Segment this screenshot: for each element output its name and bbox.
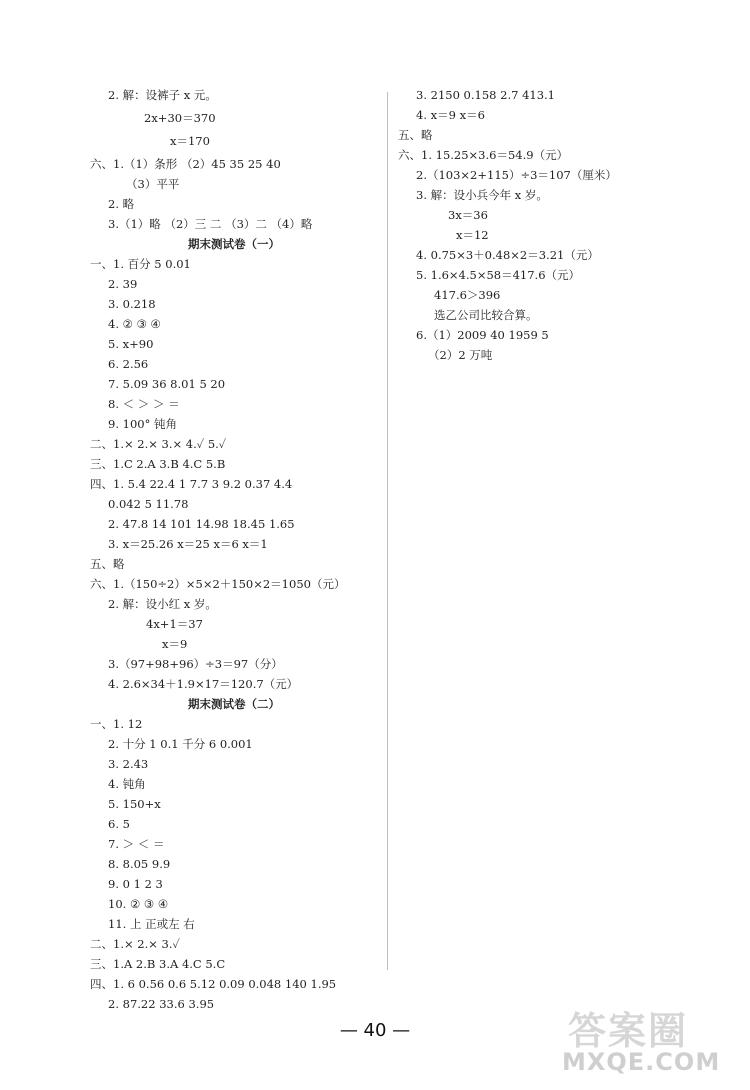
- page-number: — 40 —: [339, 1020, 411, 1041]
- answer-line: 2. 略: [108, 197, 135, 211]
- answer-line: 三、1.A 2.B 3.A 4.C 5.C: [90, 957, 226, 971]
- answer-line: 6.（1）2009 40 1959 5: [416, 328, 549, 342]
- answer-line: 四、1. 6 0.56 0.6 5.12 0.09 0.048 140 1.95: [90, 977, 337, 991]
- answer-line: x＝170: [170, 134, 210, 148]
- answer-line: 9. 0 1 2 3: [108, 877, 163, 891]
- answer-line: 4. x＝9 x＝6: [416, 108, 485, 122]
- answer-line: 7. 5.09 36 8.01 5 20: [108, 377, 226, 391]
- answer-line: 5. 1.6×4.5×58＝417.6（元）: [416, 268, 581, 282]
- answer-line: 4x+1＝37: [146, 617, 203, 631]
- answer-line: 3.（97+98+96）÷3＝97（分）: [108, 657, 283, 671]
- answer-line: 2.（103×2+115）÷3＝107（厘米）: [416, 168, 617, 182]
- answer-line: 8. 8.05 9.9: [108, 857, 171, 871]
- answer-line: 4. ② ③ ④: [108, 317, 161, 331]
- answer-line: 2x+30＝370: [144, 111, 216, 125]
- answer-line: 4. 钝角: [108, 777, 146, 791]
- watermark-text: 答案圈: [568, 1009, 689, 1053]
- answer-line: 3. 解：设小兵今年 x 岁。: [416, 188, 548, 202]
- answer-line: 3. 2150 0.158 2.7 413.1: [416, 88, 555, 102]
- answer-line: 5. 150+x: [108, 797, 161, 811]
- answer-line: 3. x＝25.26 x＝25 x＝6 x＝1: [108, 537, 268, 551]
- answer-line: 11. 上 正或左 右: [108, 917, 195, 931]
- answer-line: 9. 100° 钝角: [108, 417, 177, 431]
- answer-line: 2. 解：设小红 x 岁。: [108, 597, 217, 611]
- answer-line: 2. 解：设裤子 x 元。: [108, 88, 217, 102]
- answer-line: 4. 0.75×3＋0.48×2＝3.21（元）: [416, 248, 599, 262]
- answer-line: 六、1. 15.25×3.6＝54.9（元）: [398, 148, 569, 162]
- answer-line: 四、1. 5.4 22.4 1 7.7 3 9.2 0.37 4.4: [90, 477, 293, 491]
- answer-line: （3）平平: [126, 177, 180, 191]
- answer-line: 2. 87.22 33.6 3.95: [108, 997, 215, 1011]
- answer-line: 3x＝36: [448, 208, 488, 222]
- answer-line: 3.（1）略 （2）三 二 （3）二 （4）略: [108, 217, 313, 231]
- answer-line: 5. x+90: [108, 337, 154, 351]
- answer-line: 三、1.C 2.A 3.B 4.C 5.B: [90, 457, 226, 471]
- answer-line: 2. 39: [108, 277, 138, 291]
- answer-line: 2. 47.8 14 101 14.98 18.45 1.65: [108, 517, 295, 531]
- answer-line: 3. 0.218: [108, 297, 156, 311]
- section-heading: 期末测试卷（一）: [188, 237, 280, 251]
- answer-line: 选乙公司比较合算。: [434, 308, 538, 322]
- answer-line: 六、1.（1）条形 （2）45 35 25 40: [90, 157, 281, 171]
- answer-line: 8. ＜ ＞ ＞ ＝: [108, 397, 180, 411]
- answer-line: 4. 2.6×34＋1.9×17＝120.7（元）: [108, 677, 299, 691]
- answer-line: 6. 5: [108, 817, 130, 831]
- answer-line: 6. 2.56: [108, 357, 149, 371]
- answer-line: x＝12: [456, 228, 489, 242]
- answer-line: 一、1. 百分 5 0.01: [90, 257, 191, 271]
- answer-line: 六、1.（150÷2）×5×2＋150×2＝1050（元）: [90, 577, 346, 591]
- answer-line: 五、略: [90, 557, 125, 571]
- answer-line: 二、1.× 2.× 3.× 4.✓ 5.✓: [90, 437, 227, 451]
- answer-line: 3. 2.43: [108, 757, 149, 771]
- answer-line: 2. 十分 1 0.1 千分 6 0.001: [108, 737, 253, 751]
- answer-line: 0.042 5 11.78: [108, 497, 189, 511]
- answer-line: 10. ② ③ ④: [108, 897, 169, 911]
- answer-line: 7. ＞ ＜ ＝: [108, 837, 165, 851]
- answer-line: 五、略: [398, 128, 433, 142]
- answer-line: （2）2 万吨: [428, 348, 493, 362]
- watermark-logo: [560, 1000, 740, 1085]
- answer-line: 417.6＞396: [434, 288, 501, 302]
- watermark-url: MXQE.COM: [562, 1048, 721, 1076]
- answer-line: 二、1.× 2.× 3.✓: [90, 937, 180, 951]
- answer-line: 一、1. 12: [90, 717, 143, 731]
- section-heading: 期末测试卷（二）: [188, 697, 280, 711]
- answer-line: x＝9: [162, 637, 188, 651]
- column-divider: [387, 92, 388, 970]
